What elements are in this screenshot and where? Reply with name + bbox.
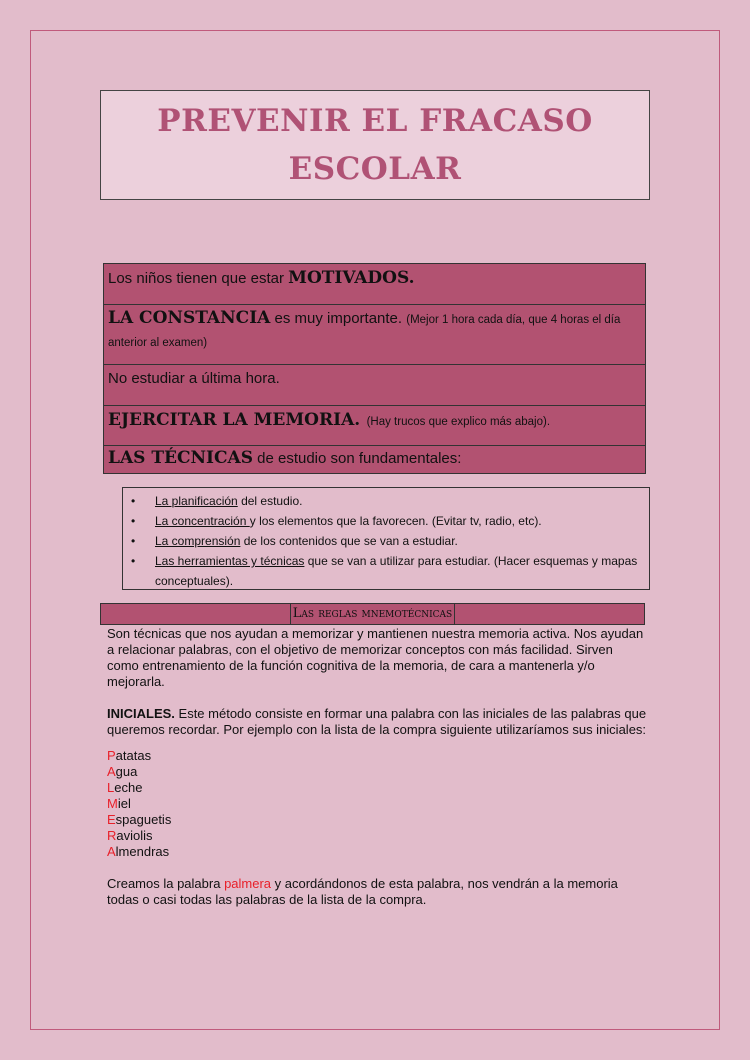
tip-caps: LA CONSTANCIA — [108, 308, 271, 328]
initial: R — [107, 828, 117, 843]
initial: A — [107, 844, 116, 859]
paragraph-bold: INICIALES. — [107, 706, 175, 721]
item-underlined: Las herramientas y técnicas — [155, 554, 305, 568]
paragraph: Son técnicas que nos ayudan a memorizar y mantienen nuestra memoria activa. Nos ayudan a relacionar palabras, con el objetivo de memorizar conceptos con más facilidad. Sirven como entrenamiento de la función cognitiva de la memoria, de cara a mantenerla y/o mejorarla. — [107, 626, 644, 689]
tip-caps: LAS TÉCNICAS — [108, 448, 253, 468]
list-item — [107, 780, 647, 796]
tip-row — [104, 365, 645, 406]
tip-text: es muy importante. — [270, 310, 407, 327]
list-item — [129, 551, 649, 591]
section-heading-bar — [100, 603, 645, 625]
item-underlined: La planificación — [155, 494, 238, 508]
tip-note: (Hay trucos que explico más abajo). — [360, 416, 551, 428]
list-item — [107, 796, 647, 812]
tip-text: Los niños tienen que estar — [108, 270, 289, 287]
paragraph — [107, 876, 647, 908]
item-text: de los contenidos que se van a estudiar. — [240, 534, 458, 548]
title-line-2: ESCOLAR — [288, 151, 462, 187]
list-item — [107, 764, 647, 780]
rest: iel — [117, 796, 131, 811]
rest: lmendras — [115, 844, 170, 859]
initial: A — [107, 764, 116, 779]
rest: eche — [114, 780, 143, 795]
highlight-word: palmera — [224, 876, 272, 891]
shopping-list — [107, 748, 647, 860]
section-heading: Las reglas mnemotécnicas — [290, 604, 455, 624]
item-text: que se van a utilizar para estudiar. (Hacer esquemas y mapas conceptuales). — [155, 554, 638, 588]
tip-row — [104, 264, 645, 305]
rest: atatas — [115, 748, 152, 763]
list-item — [129, 511, 649, 531]
list-item — [129, 491, 649, 511]
tip-note: (Mejor 1 hora cada día, que 4 horas el día anterior al examen) — [108, 314, 621, 349]
tip-text: de estudio son fundamentales: — [252, 450, 462, 467]
title-line-1: PREVENIR EL FRACASO — [157, 103, 593, 139]
list-item — [107, 812, 647, 828]
item-underlined: La comprensión — [155, 534, 241, 548]
initial: P — [107, 748, 116, 763]
list-item — [107, 748, 647, 764]
tip-text: No estudiar a última hora. — [108, 370, 280, 387]
tip-caps: EJERCITAR LA MEMORIA. — [108, 410, 361, 430]
paragraph — [107, 706, 647, 738]
paragraph-text: Este método consiste en formar una palabra con las iniciales de las palabras que queremos recordar. Por ejemplo con la lista de la compra siguiente utilizaríamos sus iniciales: — [107, 706, 647, 737]
list-item — [107, 844, 647, 860]
list-item — [129, 531, 649, 551]
rest: aviolis — [116, 828, 153, 843]
item-text: y los elementos que la favorecen. (Evitar tv, radio, etc). — [249, 514, 542, 528]
tip-row — [104, 446, 645, 473]
tip-caps: MOTIVADOS. — [288, 268, 415, 288]
paragraph-text: Creamos la palabra — [107, 876, 225, 891]
techniques-list — [122, 487, 650, 590]
tip-row — [104, 305, 645, 365]
initial: E — [107, 812, 116, 827]
initial: M — [107, 796, 118, 811]
rest: gua — [115, 764, 138, 779]
item-underlined: La concentración — [155, 514, 250, 528]
paragraph-text: y acordándonos de esta palabra, nos vendrán a la memoria todas o casi todas las palabras de la lista de la compra. — [107, 876, 618, 907]
body-text — [107, 626, 647, 924]
list-item — [107, 828, 647, 844]
tips-table — [103, 263, 646, 474]
initial: L — [107, 780, 115, 795]
item-text: del estudio. — [237, 494, 303, 508]
title-box — [100, 90, 650, 200]
tip-row — [104, 406, 645, 446]
rest: spaguetis — [115, 812, 172, 827]
